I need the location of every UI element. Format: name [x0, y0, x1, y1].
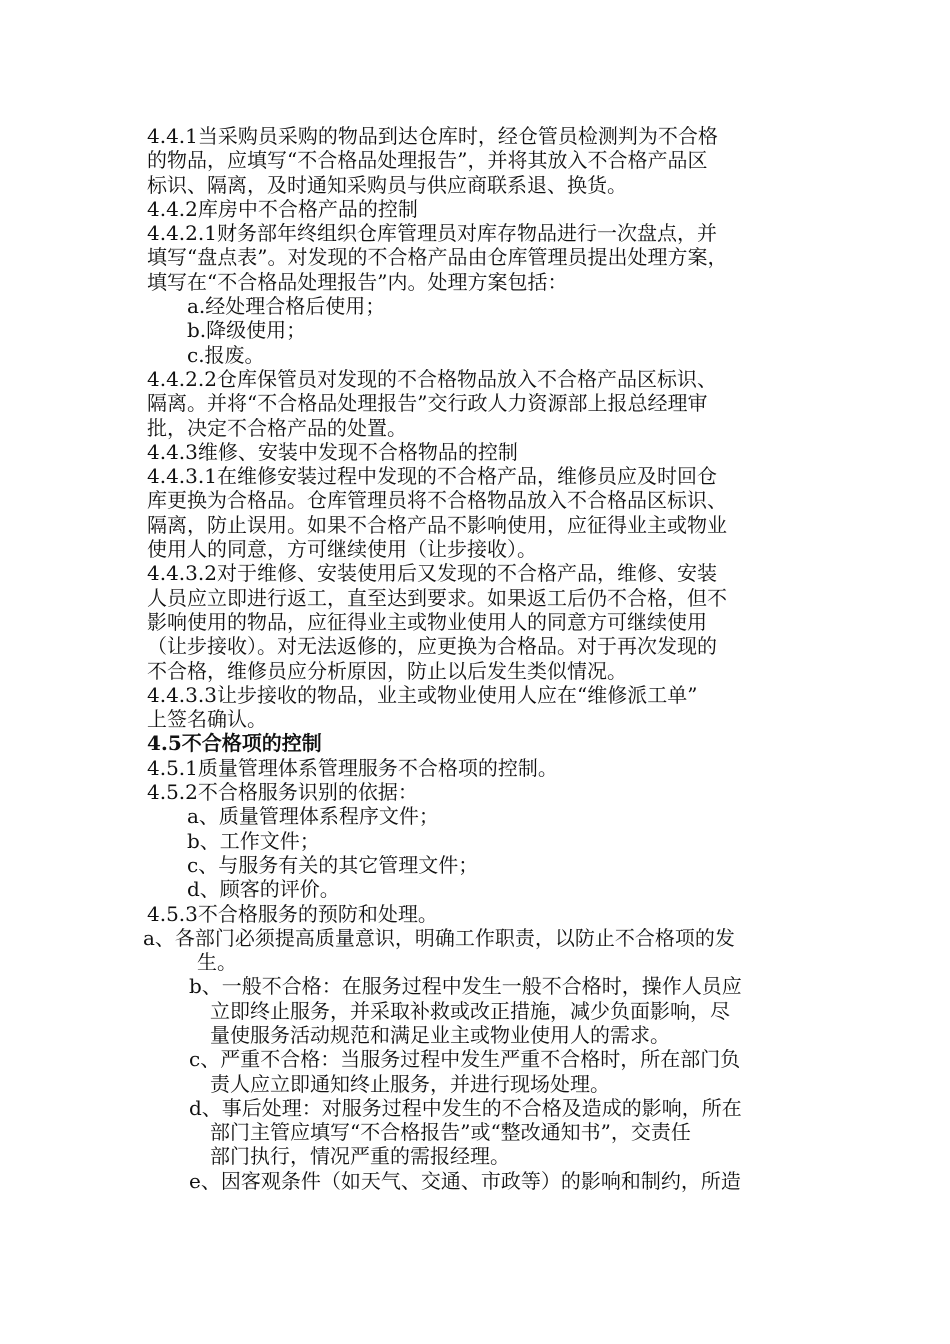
list-item: b、一般不合格：在服务过程中发生一般不合格时，操作人员应	[189, 974, 742, 999]
section-heading: 4.4.2库房中不合格产品的控制	[147, 196, 418, 221]
list-item: a.经处理合格后使用；	[187, 294, 386, 319]
list-item: b.降级使用；	[187, 318, 307, 343]
list-item: c、严重不合格：当服务过程中发生严重不合格时，所在部门负	[189, 1047, 741, 1072]
paragraph-line: 4.5.1质量管理体系管理服务不合格项的控制。	[147, 755, 558, 780]
paragraph-line: 4.4.1当采购员采购的物品到达仓库时，经仓管员检测判为不合格	[147, 124, 718, 148]
list-item-continuation: 生。	[197, 950, 237, 975]
paragraph-line: 隔离。并将“不合格品处理报告”交行政人力资源部上报总经理审	[147, 391, 708, 416]
section-heading: 4.4.3维修、安装中发现不合格物品的控制	[147, 439, 518, 464]
paragraph-line: 隔离，防止误用。如果不合格产品不影响使用，应征得业主或物业	[147, 512, 727, 537]
list-item: e、因客观条件（如天气、交通、市政等）的影响和制约，所造	[189, 1168, 741, 1193]
list-item-continuation: 部门主管应填写“不合格报告”或“整改通知书”，交责任	[210, 1120, 691, 1145]
list-item: b、工作文件；	[187, 828, 320, 853]
list-item: a、各部门必须提高质量意识，明确工作职责，以防止不合格项的发	[143, 925, 735, 950]
list-item: c、与服务有关的其它管理文件；	[187, 852, 479, 877]
list-item-continuation: 量使服务活动规范和满足业主或物业使用人的需求。	[210, 1022, 670, 1047]
list-item: c.报废。	[187, 342, 265, 367]
paragraph-line: （让步接收）。对无法返修的，应更换为合格品。对于再次发现的	[147, 634, 717, 659]
section-heading-bold: 4.5不合格项的控制	[147, 731, 322, 756]
paragraph-line: 人员应立即进行返工，直至达到要求。如果返工后仍不合格，但不	[147, 585, 727, 610]
paragraph-line: 4.4.2.2仓库保管员对发现的不合格物品放入不合格产品区标识、	[147, 366, 717, 391]
paragraph-line: 填写“盘点表”。对发现的不合格产品由仓库管理员提出处理方案，	[147, 245, 728, 270]
paragraph-line: 影响使用的物品，应征得业主或物业使用人的同意方可继续使用	[147, 609, 707, 634]
paragraph-line: 4.4.3.3让步接收的物品，业主或物业使用人应在“维修派工单”	[147, 682, 698, 707]
list-item-continuation: 部门执行，情况严重的需报经理。	[210, 1144, 510, 1169]
paragraph-line: 标识、隔离，及时通知采购员与供应商联系退、换货。	[147, 172, 627, 197]
paragraph-line: 4.4.3.1在维修安装过程中发现的不合格产品，维修员应及时回仓	[147, 464, 717, 489]
paragraph-line: 批，决定不合格产品的处置。	[147, 415, 407, 440]
document-body	[143, 124, 817, 1193]
list-item: d、顾客的评价。	[187, 877, 340, 902]
paragraph-line: 的物品，应填写“不合格品处理报告”，并将其放入不合格产品区	[147, 148, 708, 173]
paragraph-line: 4.4.3.2对于维修、安装使用后又发现的不合格产品，维修、安装	[147, 561, 717, 586]
paragraph-line: 4.5.3不合格服务的预防和处理。	[147, 901, 438, 926]
paragraph-line: 4.5.2不合格服务识别的依据：	[147, 780, 418, 805]
list-item-continuation: 责人应立即通知终止服务，并进行现场处理。	[210, 1071, 610, 1096]
paragraph-line: 库更换为合格品。仓库管理员将不合格物品放入不合格品区标识、	[147, 488, 727, 513]
list-item: a、质量管理体系程序文件；	[187, 804, 439, 829]
paragraph-line: 使用人的同意，方可继续使用（让步接收）。	[147, 537, 537, 562]
paragraph-line: 上签名确认。	[147, 707, 267, 732]
paragraph-line: 4.4.2.1财务部年终组织仓库管理员对库存物品进行一次盘点，并	[147, 221, 717, 246]
paragraph-line: 填写在“不合格品处理报告”内。处理方案包括：	[147, 269, 568, 294]
list-item: d、事后处理：对服务过程中发生的不合格及造成的影响，所在	[189, 1095, 742, 1120]
paragraph-line: 不合格，维修员应分析原因，防止以后发生类似情况。	[147, 658, 627, 683]
list-item-continuation: 立即终止服务，并采取补救或改正措施，减少负面影响，尽	[210, 998, 730, 1023]
